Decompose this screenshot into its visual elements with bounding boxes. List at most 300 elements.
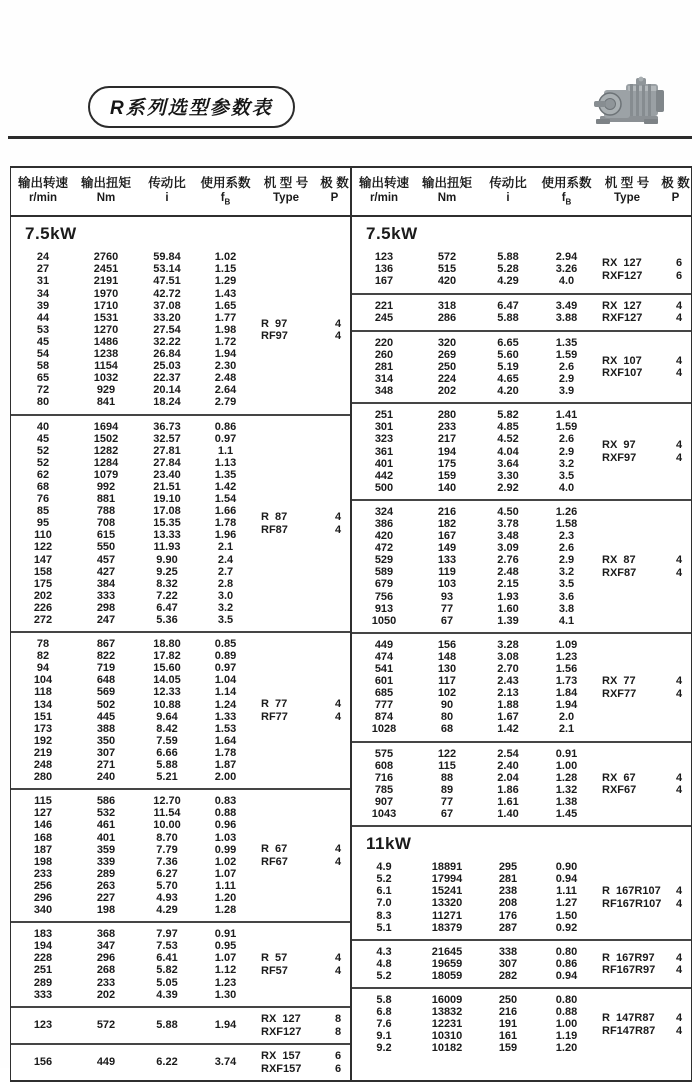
output-torque-cell: 289 [96, 867, 116, 880]
service-factor-cell: 2.1 [558, 723, 575, 736]
ratio-cell: 4.29 [156, 904, 178, 917]
model-group [352, 330, 691, 402]
column-header-label: 使用系数 [200, 176, 251, 190]
ratio-cell: 26.84 [153, 348, 181, 361]
ratio-cell: 15.60 [153, 662, 181, 675]
model-line [254, 1025, 351, 1038]
output-torque-cell: 156 [437, 638, 457, 651]
output-speed-cell: 251 [33, 964, 53, 977]
model-group [352, 987, 691, 1059]
title-underline [8, 136, 692, 139]
model-type-block [254, 795, 351, 916]
ratio-cell: 3.78 [497, 517, 519, 530]
service-factor-cell: 1.04 [214, 674, 237, 687]
service-factor-cell: 1.77 [214, 311, 237, 324]
model-poles-value: 4 [675, 1024, 683, 1037]
power-heading: 7.5kW [25, 224, 77, 244]
ratio-cell: 25.03 [153, 360, 181, 373]
model-type-label: RXF77 [602, 687, 637, 700]
column-header [538, 175, 595, 209]
output-speed-cell: 442 [374, 469, 394, 482]
output-torque-cell: 117 [438, 675, 456, 688]
service-factor-cell: 0.94 [555, 873, 578, 886]
service-factor-cell: 0.88 [555, 1006, 578, 1019]
ratio-cell: 250 [498, 993, 518, 1006]
service-factor-cell: 0.92 [555, 921, 578, 934]
model-line [254, 1063, 351, 1076]
model-poles-value: 4 [675, 354, 683, 367]
service-factor-cell: 1.94 [214, 348, 237, 361]
model-group [11, 788, 350, 921]
model-type-label: RF147R87 [602, 1024, 656, 1037]
model-type-label: RF97 [261, 330, 288, 343]
ratio-cell: 6.27 [156, 867, 178, 880]
ratio-cell: 307 [498, 957, 518, 970]
model-poles-value: 4 [675, 439, 683, 452]
model-type-block [595, 994, 692, 1054]
output-torque-cell: 1970 [93, 287, 119, 300]
ratio-cell: 32.22 [153, 335, 181, 348]
output-torque-cell: 263 [96, 879, 116, 892]
ratio-cell: 21.51 [153, 480, 181, 493]
model-poles-value: 4 [334, 856, 342, 868]
output-torque-cell: 296 [96, 952, 116, 965]
output-torque-cell: 175 [437, 457, 457, 470]
model-type-block [254, 928, 351, 1001]
service-factor-cell: 1.13 [214, 456, 237, 469]
service-factor-cell: 0.99 [214, 843, 237, 856]
output-torque-cell: 1531 [93, 311, 119, 324]
service-factor-cell: 1.23 [555, 650, 578, 663]
service-factor-cell: 0.83 [214, 795, 237, 808]
column-header-label: 极 数 [320, 176, 349, 190]
ratio-cell: 18.80 [153, 638, 181, 651]
ratio-cell: 42.72 [153, 287, 181, 300]
ratio-cell: 4.52 [497, 433, 519, 446]
output-torque-cell: 88 [440, 771, 454, 784]
ratio-cell: 12.33 [153, 686, 181, 699]
column-header-label: 传动比 [489, 176, 527, 190]
column-header [659, 175, 692, 209]
output-torque-cell: 103 [437, 578, 457, 591]
service-factor-cell: 4.0 [558, 275, 575, 288]
output-speed-cell: 58 [36, 360, 50, 373]
output-speed-cell: 281 [374, 360, 394, 373]
output-torque-cell: 16009 [431, 993, 463, 1006]
model-group [11, 1006, 350, 1043]
model-type-block [595, 409, 692, 494]
output-torque-cell: 89 [440, 783, 454, 796]
output-torque-cell: 320 [437, 336, 457, 349]
output-speed-cell: 147 [33, 553, 53, 566]
service-factor-cell: 3.5 [558, 578, 575, 591]
output-torque-cell: 194 [437, 445, 457, 458]
model-poles-value: 4 [334, 843, 342, 856]
model-group [352, 856, 691, 939]
ratio-cell: 7.79 [156, 843, 178, 856]
model-poles-value: 4 [675, 299, 683, 312]
service-factor-cell: 0.90 [555, 861, 578, 874]
service-factor-cell: 3.6 [558, 590, 575, 603]
model-line [254, 1013, 351, 1026]
column-header-label: 输出扭矩 [421, 176, 472, 190]
ratio-cell: 5.36 [156, 614, 178, 627]
ratio-cell: 14.05 [153, 674, 181, 687]
output-speed-cell: 251 [374, 409, 394, 422]
ratio-cell: 8.70 [156, 831, 178, 844]
service-factor-cell: 1.03 [214, 831, 237, 844]
output-speed-cell: 474 [374, 650, 394, 663]
service-factor-cell: 1.94 [214, 1019, 237, 1032]
output-torque-cell: 615 [96, 529, 116, 542]
service-factor-cell: 1.26 [555, 505, 578, 518]
service-factor-cell: 0.94 [555, 969, 578, 982]
output-speed-cell: 324 [374, 505, 394, 518]
ratio-cell: 1.60 [497, 602, 519, 615]
output-speed-cell: 472 [374, 542, 394, 555]
output-speed-cell: 296 [33, 891, 53, 904]
service-factor-cell: 2.1 [217, 541, 234, 554]
output-torque-cell: 550 [96, 541, 116, 554]
output-torque-cell: 648 [96, 674, 116, 687]
ratio-cell: 23.40 [153, 468, 181, 481]
service-factor-cell: 0.88 [214, 807, 237, 820]
output-torque-cell: 10310 [431, 1030, 463, 1043]
service-factor-cell: 3.0 [217, 589, 234, 602]
output-torque-cell: 445 [96, 710, 116, 723]
service-factor-cell: 1.45 [555, 808, 578, 821]
output-speed-cell: 913 [374, 602, 394, 615]
ratio-cell: 4.29 [497, 275, 519, 288]
output-speed-cell: 44 [36, 311, 50, 324]
output-speed-cell: 679 [374, 578, 394, 591]
ratio-cell: 17.82 [153, 650, 181, 663]
output-speed-cell: 323 [374, 433, 394, 446]
output-speed-cell: 272 [33, 614, 53, 627]
power-heading: 7.5kW [366, 224, 418, 244]
model-type-block [254, 1050, 351, 1075]
model-line [254, 330, 351, 343]
ratio-cell: 2.70 [497, 663, 519, 676]
service-factor-cell: 2.64 [214, 384, 237, 397]
page-top-area [0, 0, 700, 150]
output-speed-cell: 777 [374, 699, 394, 712]
output-torque-cell: 182 [437, 517, 457, 530]
column-header-label: 传动比 [148, 176, 186, 190]
output-torque-cell: 130 [437, 663, 457, 676]
column-header [352, 175, 416, 209]
output-speed-cell: 5.2 [376, 969, 392, 982]
output-torque-cell: 1502 [93, 432, 119, 445]
output-speed-cell: 104 [33, 674, 53, 687]
model-group [352, 293, 691, 330]
ratio-cell: 5.82 [497, 409, 519, 422]
output-torque-cell: 286 [437, 312, 457, 325]
output-torque-cell: 350 [96, 734, 116, 747]
output-torque-cell: 90 [440, 699, 454, 712]
output-speed-cell: 386 [374, 517, 394, 530]
output-torque-cell: 119 [438, 566, 456, 579]
power-section [352, 217, 691, 825]
output-speed-cell: 5.1 [376, 921, 392, 934]
output-torque-cell: 1238 [93, 348, 119, 361]
output-speed-cell: 220 [374, 336, 394, 349]
output-speed-cell: 4.3 [376, 945, 392, 958]
output-speed-cell: 529 [374, 554, 394, 567]
output-speed-cell: 340 [33, 904, 53, 917]
service-factor-cell: 1.94 [555, 699, 578, 712]
service-factor-cell: 1.43 [214, 287, 237, 300]
model-poles-value: 4 [675, 312, 683, 325]
ratio-cell: 5.88 [156, 1019, 178, 1032]
output-speed-cell: 221 [374, 299, 394, 312]
output-torque-cell: 1710 [93, 299, 119, 312]
output-torque-cell: 569 [96, 686, 116, 699]
model-line [254, 711, 351, 724]
model-group [11, 414, 350, 632]
output-speed-cell: 280 [33, 771, 53, 784]
column-header [197, 175, 254, 209]
table-body [11, 217, 350, 1080]
model-poles-value: 4 [675, 964, 683, 977]
ratio-cell: 176 [498, 909, 518, 922]
service-factor-cell: 1.15 [214, 263, 237, 276]
ratio-cell: 1.86 [497, 783, 519, 796]
service-factor-cell: 1.20 [555, 1042, 578, 1055]
ratio-cell: 6.47 [497, 299, 519, 312]
output-speed-cell: 260 [374, 348, 394, 361]
service-factor-cell: 1.11 [556, 885, 577, 898]
service-factor-cell: 1.53 [214, 722, 237, 735]
model-poles-value: 4 [675, 554, 683, 567]
column-header-unit: r/min [369, 192, 399, 204]
model-type-block [254, 421, 351, 627]
service-factor-cell: 1.02 [214, 855, 237, 868]
output-torque-cell: 449 [96, 1056, 116, 1069]
ratio-cell: 27.81 [153, 444, 181, 457]
model-type-label: RXF107 [602, 367, 643, 380]
ratio-cell: 9.25 [156, 565, 178, 578]
output-torque-cell: 77 [440, 602, 454, 615]
service-factor-cell: 2.9 [558, 554, 575, 567]
service-factor-cell: 3.26 [555, 263, 578, 276]
service-factor-cell: 1.87 [214, 759, 237, 772]
output-torque-cell: 1284 [93, 456, 119, 469]
service-factor-cell: 1.59 [555, 348, 578, 361]
output-speed-cell: 756 [374, 590, 394, 603]
output-torque-cell: 224 [437, 373, 457, 386]
output-speed-cell: 9.2 [376, 1042, 392, 1055]
output-speed-cell: 575 [374, 747, 394, 760]
ratio-cell: 7.59 [156, 734, 178, 747]
model-poles-value: 4 [334, 952, 342, 965]
output-speed-cell: 256 [33, 879, 53, 892]
model-line [254, 964, 351, 977]
service-factor-cell: 0.86 [555, 957, 578, 970]
model-group [352, 402, 691, 499]
service-factor-cell: 3.49 [555, 299, 578, 312]
ratio-cell: 18.24 [153, 396, 181, 409]
output-speed-cell: 233 [33, 867, 53, 880]
model-poles-value: 6 [675, 257, 683, 270]
service-factor-cell: 2.9 [558, 445, 575, 458]
output-torque-cell: 502 [96, 698, 116, 711]
model-type-label: RXF67 [602, 784, 637, 797]
output-speed-cell: 192 [33, 734, 53, 747]
model-type-label: RXF127 [261, 1025, 302, 1038]
output-torque-cell: 247 [96, 614, 116, 627]
output-torque-cell: 1486 [93, 335, 119, 348]
output-torque-cell: 1282 [93, 444, 119, 457]
output-torque-cell: 457 [96, 553, 116, 566]
ratio-cell: 191 [498, 1018, 518, 1031]
output-speed-cell: 5.2 [376, 873, 392, 886]
ratio-cell: 5.88 [497, 312, 519, 325]
model-line [254, 523, 351, 536]
output-torque-cell: 359 [96, 843, 116, 856]
selection-parameter-table [10, 166, 692, 1082]
column-header-unit: Nm [437, 192, 457, 204]
model-poles-value: 4 [675, 1011, 683, 1024]
output-speed-cell: 226 [33, 601, 53, 614]
column-header [416, 175, 478, 209]
service-factor-cell: 1.20 [214, 891, 237, 904]
service-factor-cell: 1.73 [555, 675, 578, 688]
output-speed-cell: 7.6 [376, 1018, 392, 1031]
ratio-cell: 159 [498, 1042, 518, 1055]
model-group [352, 741, 691, 826]
output-speed-cell: 202 [33, 589, 53, 602]
ratio-cell: 5.05 [156, 976, 178, 989]
output-speed-cell: 685 [374, 687, 394, 700]
ratio-cell: 33.20 [153, 311, 181, 324]
model-line [595, 452, 692, 465]
model-line [254, 856, 351, 869]
ratio-cell: 11.54 [153, 807, 181, 820]
service-factor-cell: 1.12 [214, 964, 237, 977]
model-poles-value: 4 [334, 964, 342, 977]
output-speed-cell: 173 [33, 722, 53, 735]
output-torque-cell: 788 [96, 505, 116, 518]
output-speed-cell: 78 [36, 638, 50, 651]
service-factor-cell: 1.32 [555, 783, 578, 796]
service-factor-cell: 1.27 [555, 897, 578, 910]
model-line [595, 566, 692, 579]
ratio-cell: 36.73 [153, 420, 181, 433]
model-line [254, 1050, 351, 1063]
column-header [478, 175, 538, 209]
output-torque-cell: 12231 [431, 1018, 463, 1031]
model-type-label: R 57 [261, 952, 288, 965]
output-torque-cell: 1694 [93, 420, 119, 433]
model-poles-value: 8 [334, 1025, 342, 1038]
output-speed-cell: 183 [33, 928, 53, 941]
output-speed-cell: 136 [374, 263, 394, 276]
service-factor-cell: 3.2 [558, 566, 575, 579]
service-factor-cell: 1.07 [214, 867, 237, 880]
service-factor-cell: 1.64 [214, 734, 237, 747]
output-torque-cell: 307 [96, 746, 116, 759]
output-speed-cell: 1050 [371, 614, 397, 627]
output-torque-cell: 18891 [431, 861, 463, 874]
model-group [352, 939, 691, 987]
model-type-label: RX 77 [602, 674, 636, 687]
ratio-cell: 37.08 [153, 299, 181, 312]
output-speed-cell: 134 [33, 698, 53, 711]
service-factor-cell: 1.23 [214, 976, 237, 989]
output-torque-cell: 227 [96, 891, 116, 904]
output-torque-cell: 841 [96, 396, 116, 409]
output-speed-cell: 1028 [371, 723, 397, 736]
model-line [595, 687, 692, 700]
output-speed-cell: 198 [33, 855, 53, 868]
model-poles-value: 4 [675, 951, 683, 964]
power-section [352, 825, 691, 1059]
output-speed-cell: 248 [33, 759, 53, 772]
ratio-cell: 2.43 [497, 675, 519, 688]
model-type-label: R 147R87 [602, 1011, 655, 1024]
ratio-cell: 7.22 [156, 589, 178, 602]
output-speed-cell: 82 [36, 650, 50, 663]
output-torque-cell: 368 [96, 928, 116, 941]
service-factor-cell: 1.19 [555, 1030, 578, 1043]
output-speed-cell: 146 [33, 819, 53, 832]
model-type-label: RX 97 [602, 439, 636, 452]
model-type-block [595, 506, 692, 627]
output-speed-cell: 1043 [371, 808, 397, 821]
ratio-cell: 295 [498, 861, 518, 874]
ratio-cell: 2.04 [497, 771, 519, 784]
model-type-label: RX 67 [602, 771, 636, 784]
output-torque-cell: 115 [438, 759, 456, 772]
service-factor-cell: 3.2 [217, 601, 234, 614]
output-torque-cell: 122 [437, 747, 457, 760]
service-factor-cell: 1.28 [214, 904, 237, 917]
output-torque-cell: 269 [437, 348, 457, 361]
power-section [11, 217, 350, 1080]
service-factor-cell: 4.0 [558, 481, 575, 494]
service-factor-cell: 1.96 [214, 529, 237, 542]
output-torque-cell: 708 [96, 517, 116, 530]
output-torque-cell: 280 [437, 409, 457, 422]
output-speed-cell: 228 [33, 952, 53, 965]
output-speed-cell: 68 [36, 480, 50, 493]
output-speed-cell: 333 [33, 988, 53, 1001]
service-factor-cell: 1.98 [214, 323, 237, 336]
ratio-cell: 59.84 [153, 251, 181, 264]
output-speed-cell: 123 [374, 251, 394, 264]
service-factor-cell: 1.00 [555, 1018, 578, 1031]
output-torque-cell: 140 [437, 481, 457, 494]
output-torque-cell: 822 [96, 650, 116, 663]
ratio-cell: 27.54 [153, 323, 181, 336]
service-factor-cell: 1.54 [214, 493, 237, 506]
ratio-cell: 6.65 [497, 336, 519, 349]
service-factor-cell: 1.07 [214, 952, 237, 965]
service-factor-cell: 2.0 [558, 711, 575, 724]
output-torque-cell: 17994 [431, 873, 463, 886]
output-speed-cell: 601 [374, 675, 394, 688]
model-poles-value: 4 [334, 330, 342, 343]
ratio-cell: 7.97 [156, 928, 178, 941]
model-poles-value: 4 [334, 698, 342, 711]
column-header-unit: Type [273, 192, 299, 204]
output-torque-cell: 384 [96, 577, 116, 590]
service-factor-cell: 1.35 [555, 336, 578, 349]
service-factor-cell: 3.2 [558, 457, 575, 470]
ratio-cell: 161 [498, 1030, 518, 1043]
output-torque-cell: 515 [437, 263, 457, 276]
